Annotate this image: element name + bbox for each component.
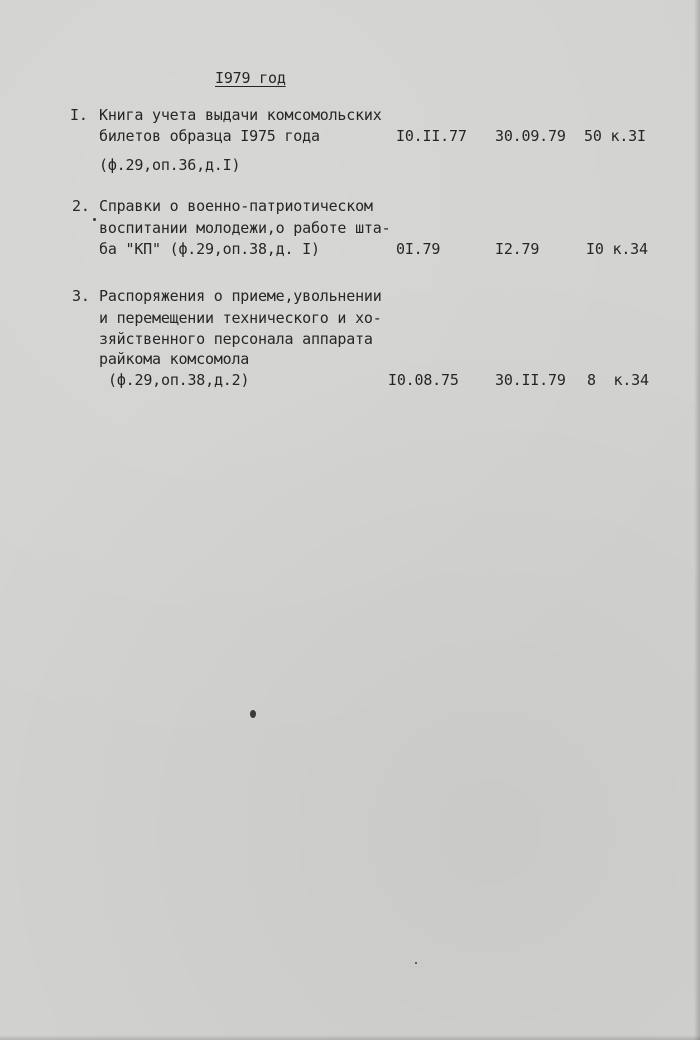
entry-text-line: и перемещении технического и хо- <box>99 309 382 327</box>
entry-date-start: I0.08.75 <box>388 371 459 389</box>
entry-date-end: I2.79 <box>495 240 540 258</box>
entry-number: I. <box>70 106 88 124</box>
entry-text-line: Книга учета выдачи комсомольских <box>99 106 382 124</box>
entry-reference: (ф.29,оп.38,д.2) <box>108 371 250 389</box>
paper-speck <box>93 218 96 221</box>
entry-date-start: 0I.79 <box>396 240 441 258</box>
paper-speck <box>415 962 417 964</box>
entry-text-line: билетов образца I975 года <box>99 127 320 145</box>
entry-date-end: 30.09.79 <box>495 127 566 145</box>
entry-text-line: зяйственного персонала аппарата <box>99 330 373 348</box>
entry-text-line: ба "КП" (ф.29,оп.38,д. I) <box>99 240 320 258</box>
entry-sheets: I0 к.34 <box>586 240 648 258</box>
paper-speck <box>250 710 256 718</box>
page-edge-shadow <box>0 1035 700 1040</box>
entry-text-line: райкома комсомола <box>99 350 250 368</box>
entry-date-start: I0.II.77 <box>396 127 467 145</box>
entry-date-end: 30.II.79 <box>495 371 566 389</box>
entry-text-line: воспитании молодежи,о работе шта- <box>99 219 391 237</box>
page-edge-shadow <box>694 0 700 1040</box>
entry-number: 2. <box>72 197 90 215</box>
entry-text-line: Распоряжения о приеме,увольнении <box>99 287 382 305</box>
entry-number: 3. <box>72 287 90 305</box>
year-title: I979 год <box>215 69 286 87</box>
entry-text-line: Справки о военно-патриотическом <box>99 197 373 215</box>
entry-reference: (ф.29,оп.36,д.I) <box>99 156 241 174</box>
entry-sheets: 50 к.3I <box>584 127 646 145</box>
entry-sheets: 8 к.34 <box>587 371 649 389</box>
